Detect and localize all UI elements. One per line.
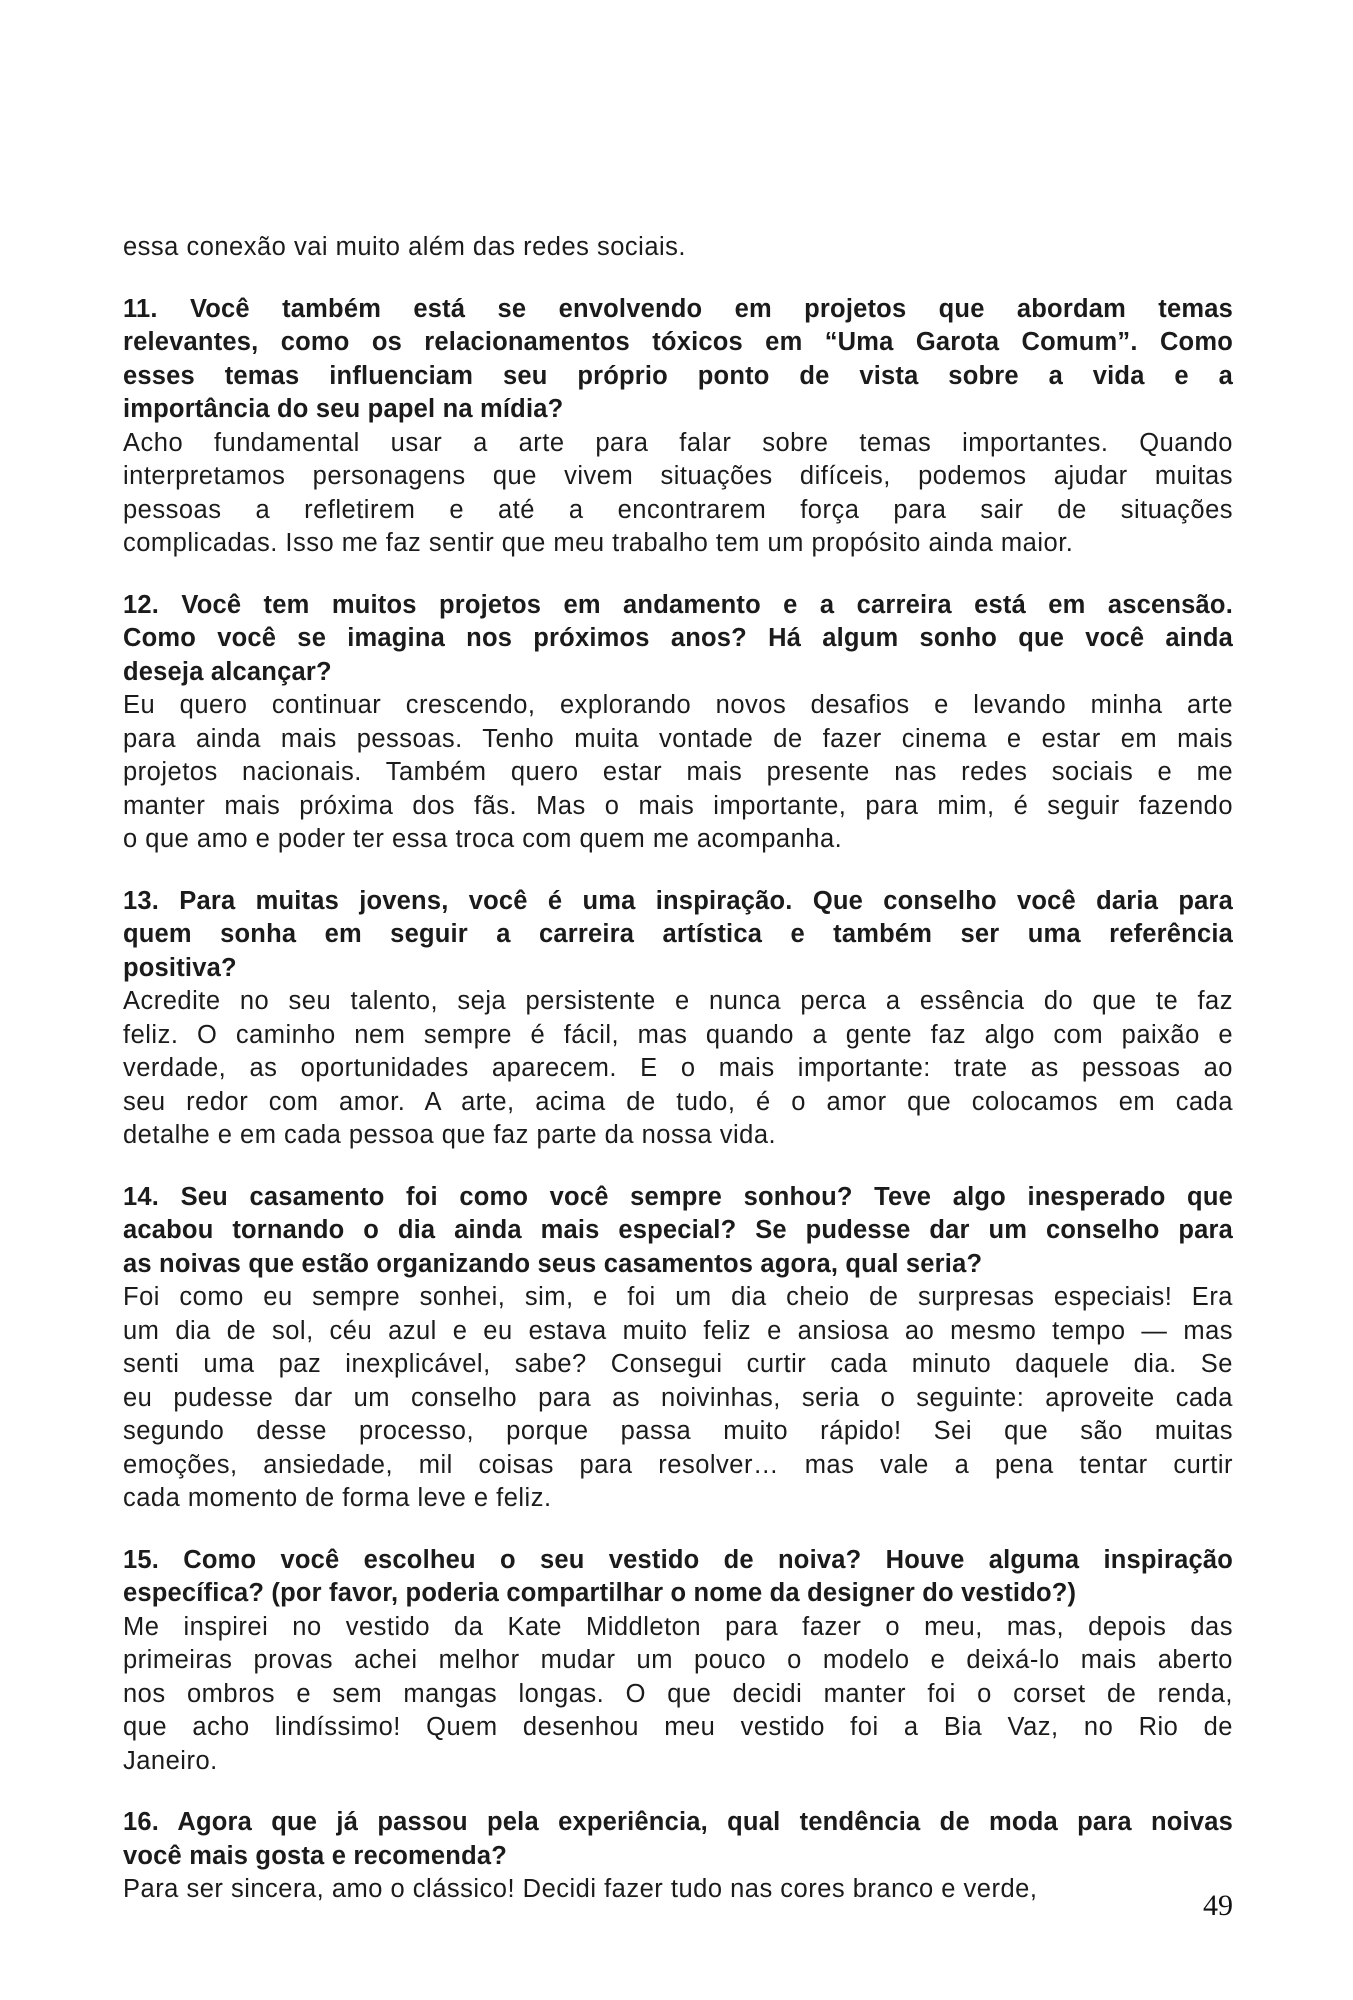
text-line: eu pudesse dar um conselho para as noivinhas, seria o seguinte: aproveite cada	[123, 1383, 1233, 1412]
text-line: Para ser sincera, amo o clássico! Decidi fazer tudo nas cores branco e verde,	[123, 1875, 1038, 1903]
text-line: Janeiro.	[123, 1746, 218, 1775]
answer-15	[123, 1611, 1233, 1779]
text-line: senti uma paz inexplicável, sabe? Consegui curtir cada minuto daquele dia. Se	[123, 1350, 1233, 1378]
text-line: o que amo e poder ter essa troca com quem me acompanha.	[123, 825, 843, 853]
qa-section-12	[123, 589, 1233, 857]
question-11	[123, 293, 1233, 427]
qa-section-13	[123, 885, 1233, 1153]
text-line: relevantes, como os relacionamentos tóxicos em “Uma Garota Comum”. Como	[123, 328, 1233, 356]
text-line: um dia de sol, céu azul e eu estava muito feliz e ansiosa ao mesmo tempo — mas	[123, 1316, 1233, 1345]
text-line: interpretamos personagens que vivem situações difíceis, podemos ajudar muitas	[123, 462, 1233, 490]
text-line: as noivas que estão organizando seus casamentos agora, qual seria?	[123, 1249, 983, 1278]
text-line: nos ombros e sem mangas longas. O que decidi manter foi o corset de renda,	[123, 1679, 1233, 1708]
text-line: você mais gosta e recomenda?	[123, 1841, 508, 1870]
text-line: acabou tornando o dia ainda mais especial? Se pudesse dar um conselho para	[123, 1216, 1233, 1244]
question-16	[123, 1806, 1233, 1873]
qa-section-15	[123, 1544, 1233, 1779]
text-line: 13. Para muitas jovens, você é uma inspiração. Que conselho você daria para	[123, 886, 1233, 915]
text-line: Acho fundamental usar a arte para falar sobre temas importantes. Quando	[123, 428, 1233, 457]
text-line: seu redor com amor. A arte, acima de tudo, é o amor que colocamos em cada	[123, 1087, 1233, 1116]
text-line: verdade, as oportunidades aparecem. E o mais importante: trate as pessoas ao	[123, 1054, 1233, 1082]
text-line: emoções, ansiedade, mil coisas para resolver… mas vale a pena tentar curtir	[123, 1450, 1233, 1479]
question-14	[123, 1181, 1233, 1282]
page-number: 49	[1203, 1889, 1233, 1922]
text-line: primeiras provas achei melhor mudar um pouco o modelo e deixá-lo mais aberto	[123, 1646, 1233, 1674]
text-line: positiva?	[123, 953, 237, 982]
text-line: quem sonha em seguir a carreira artística e também ser uma referência	[123, 920, 1233, 948]
qa-section-11	[123, 293, 1233, 561]
answer-11	[123, 427, 1233, 561]
text-line: deseja alcançar?	[123, 657, 332, 686]
answer-13	[123, 985, 1233, 1153]
text-line: Acredite no seu talento, seja persistente e nunca perca a essência do que te faz	[123, 987, 1233, 1015]
text-line: feliz. O caminho nem sempre é fácil, mas quando a gente faz algo com paixão e	[123, 1020, 1233, 1049]
text-line: segundo desse processo, porque passa muito rápido! Sei que são muitas	[123, 1417, 1233, 1445]
qa-section-14	[123, 1181, 1233, 1516]
text-line: detalhe e em cada pessoa que faz parte da nossa vida.	[123, 1121, 777, 1149]
text-line: que acho lindíssimo! Quem desenhou meu vestido foi a Bia Vaz, no Rio de	[123, 1713, 1233, 1741]
text-line: 16. Agora que já passou pela experiência, qual tendência de moda para noivas	[123, 1808, 1233, 1836]
answer-14	[123, 1281, 1233, 1516]
text-line: 11. Você também está se envolvendo em projetos que abordam temas	[123, 294, 1233, 323]
text-line: para ainda mais pessoas. Tenho muita vontade de fazer cinema e estar em mais	[123, 724, 1233, 753]
text-line: 14. Seu casamento foi como você sempre sonhou? Teve algo inesperado que	[123, 1182, 1233, 1211]
question-12	[123, 589, 1233, 690]
text-line: Como você se imagina nos próximos anos? Há algum sonho que você ainda	[123, 624, 1233, 652]
text-line: 15. Como você escolheu o seu vestido de noiva? Houve alguma inspiração	[123, 1545, 1233, 1574]
question-13	[123, 885, 1233, 986]
question-15	[123, 1544, 1233, 1611]
text-line: essa conexão vai muito além das redes sociais.	[123, 233, 687, 261]
answer-12	[123, 689, 1233, 857]
text-line: Foi como eu sempre sonhei, sim, e foi um dia cheio de surpresas especiais! Era	[123, 1283, 1233, 1311]
text-line: 12. Você tem muitos projetos em andamento e a carreira está em ascensão.	[123, 590, 1233, 619]
text-line: importância do seu papel na mídia?	[123, 395, 564, 423]
text-line: complicadas. Isso me faz sentir que meu trabalho tem um propósito ainda maior.	[123, 529, 1074, 557]
text-line: manter mais próxima dos fãs. Mas o mais importante, para mim, é seguir fazendo	[123, 791, 1233, 820]
text-line: cada momento de forma leve e feliz.	[123, 1484, 552, 1512]
text-line: pessoas a refletirem e até a encontrarem força para sair de situações	[123, 495, 1233, 524]
interview-text	[123, 231, 1233, 1907]
text-line: esses temas influenciam seu próprio ponto de vista sobre a vida e a	[123, 361, 1233, 390]
text-line: Eu quero continuar crescendo, explorando novos desafios e levando minha arte	[123, 691, 1233, 719]
text-line: Me inspirei no vestido da Kate Middleton para fazer o meu, mas, depois das	[123, 1612, 1233, 1641]
text-line: específica? (por favor, poderia compartilhar o nome da designer do vestido?)	[123, 1579, 1077, 1607]
paragraph-continuation	[123, 231, 1233, 265]
text-line: projetos nacionais. Também quero estar mais presente nas redes sociais e me	[123, 758, 1233, 786]
